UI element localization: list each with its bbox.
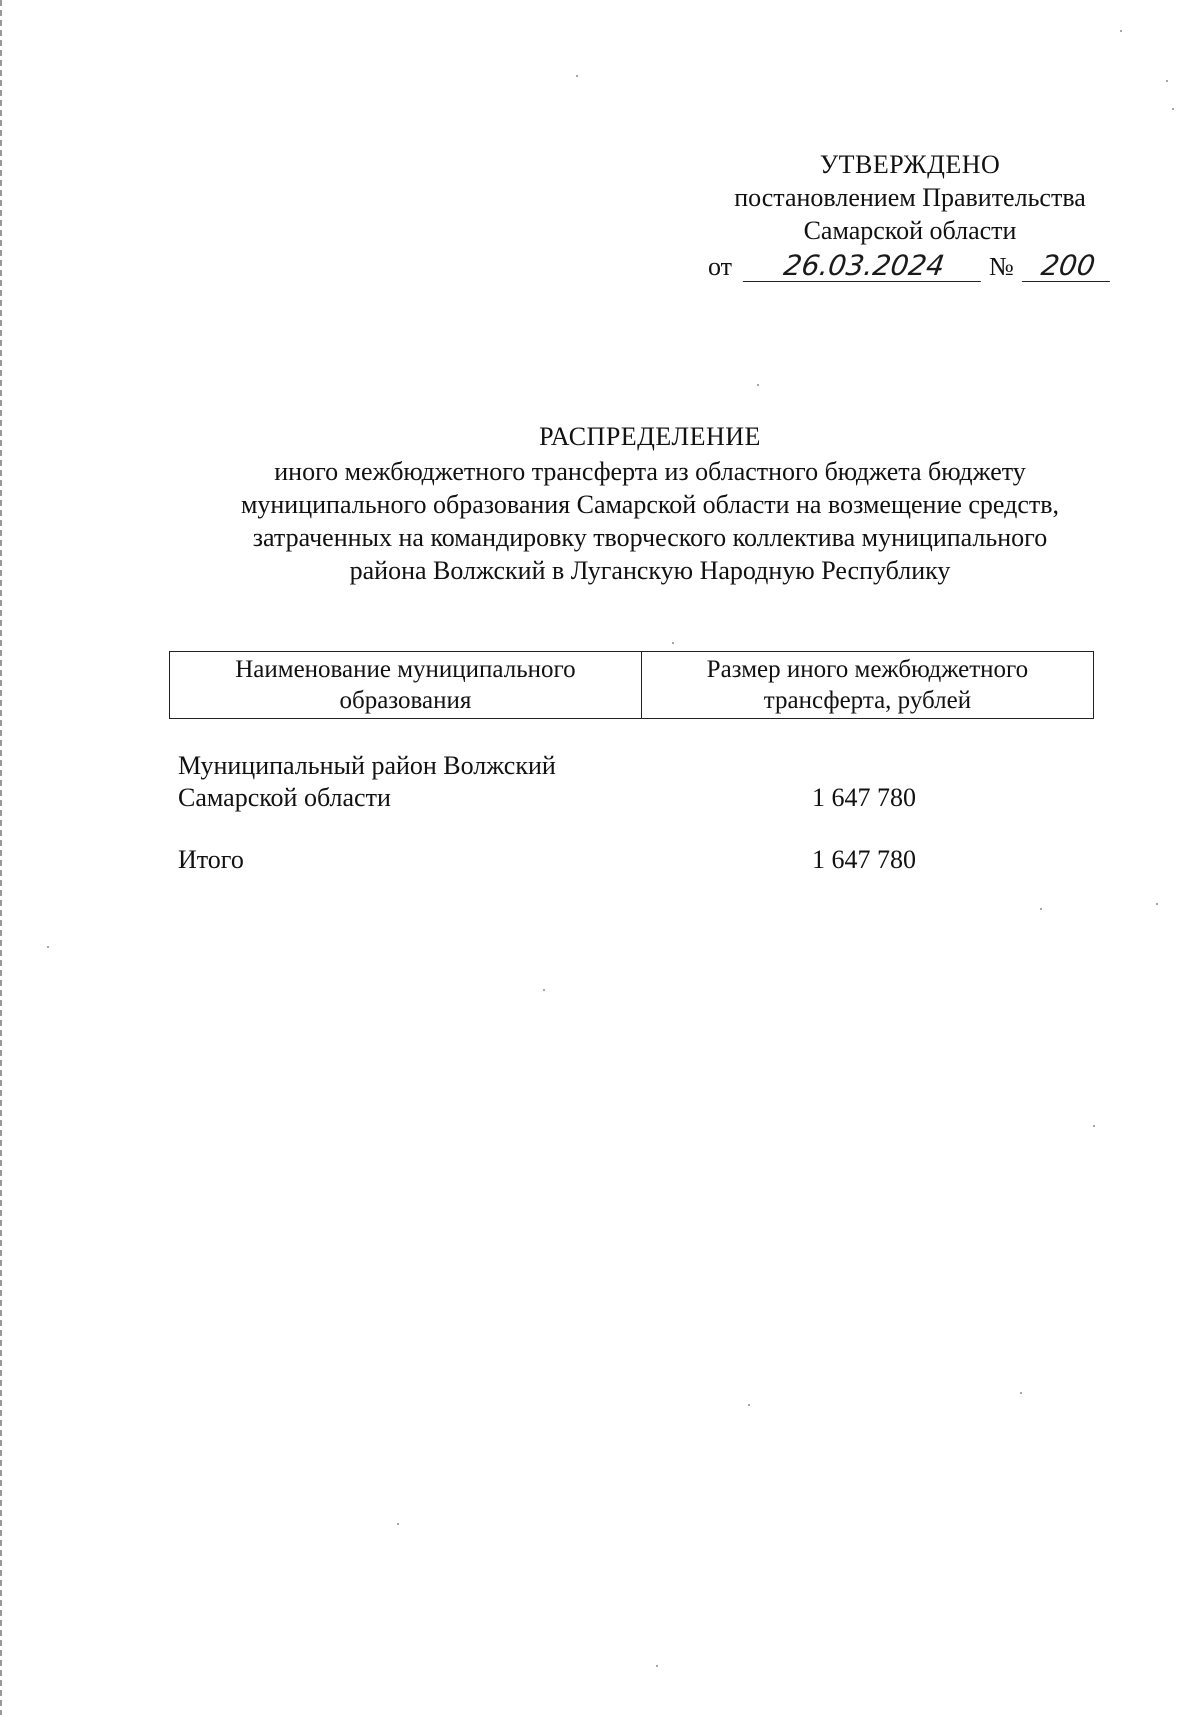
document-subtitle-line: муниципального образования Самарской области на возмещение средств, — [240, 490, 1060, 519]
approval-line-2: Самарской области — [803, 216, 1017, 245]
scan-speck — [1093, 1125, 1095, 1127]
scan-speck — [1040, 908, 1042, 910]
scan-speck — [748, 1404, 750, 1406]
scan-left-edge — [0, 0, 2, 1715]
approval-block — [690, 148, 1130, 247]
header-amount — [641, 652, 1093, 719]
date-prefix: от — [708, 252, 733, 281]
scan-speck — [47, 946, 49, 948]
scan-speck — [397, 1523, 399, 1525]
number-prefix: № — [989, 252, 1014, 281]
total-amount: 1 647 780 — [812, 845, 916, 874]
scan-speck — [1172, 108, 1174, 110]
row-municipality-line-1: Муниципальный район Волжский — [178, 751, 556, 780]
row-municipality-line-2: Самарской области — [178, 783, 391, 812]
scan-speck — [576, 75, 578, 77]
scan-speck — [1156, 903, 1158, 905]
total-label: Итого — [178, 845, 244, 874]
approval-title: УТВЕРЖДЕНО — [819, 150, 1001, 179]
header-amount-line-1: Размер иного межбюджетного — [706, 656, 1029, 683]
handwritten-date: 26.03.2024 — [742, 251, 984, 282]
approval-date-line — [708, 250, 1112, 284]
table-row — [178, 750, 1078, 814]
document-title-block — [170, 420, 1130, 587]
document-heading: РАСПРЕДЕЛЕНИЕ — [539, 422, 761, 451]
allocation-rows — [178, 750, 1078, 876]
scan-speck — [1120, 30, 1122, 32]
allocation-table-header — [169, 651, 1094, 719]
scan-speck — [757, 384, 759, 386]
approval-line-1: постановлением Правительства — [734, 183, 1086, 212]
document-subtitle-line: иного межбюджетного трансферта из областного бюджета бюджету — [274, 457, 1026, 486]
header-municipality-line-2: образования — [339, 687, 472, 714]
header-municipality — [170, 652, 642, 719]
scan-speck — [1020, 1392, 1022, 1394]
document-subtitle-line: района Волжский в Луганскую Народную Республику — [349, 556, 951, 585]
scan-speck — [1166, 80, 1168, 82]
header-amount-line-2: трансферта, рублей — [763, 687, 972, 714]
scan-speck — [656, 1665, 658, 1667]
handwritten-number: 200 — [1022, 251, 1114, 282]
total-row — [178, 844, 1078, 876]
scan-speck — [672, 642, 674, 644]
row-amount: 1 647 780 — [812, 783, 916, 812]
header-municipality-line-1: Наименование муниципального — [235, 656, 576, 683]
scan-speck — [543, 989, 545, 991]
document-subtitle-line: затраченных на командировку творческого коллектива муниципального — [252, 523, 1048, 552]
table-header-row — [170, 652, 1094, 719]
